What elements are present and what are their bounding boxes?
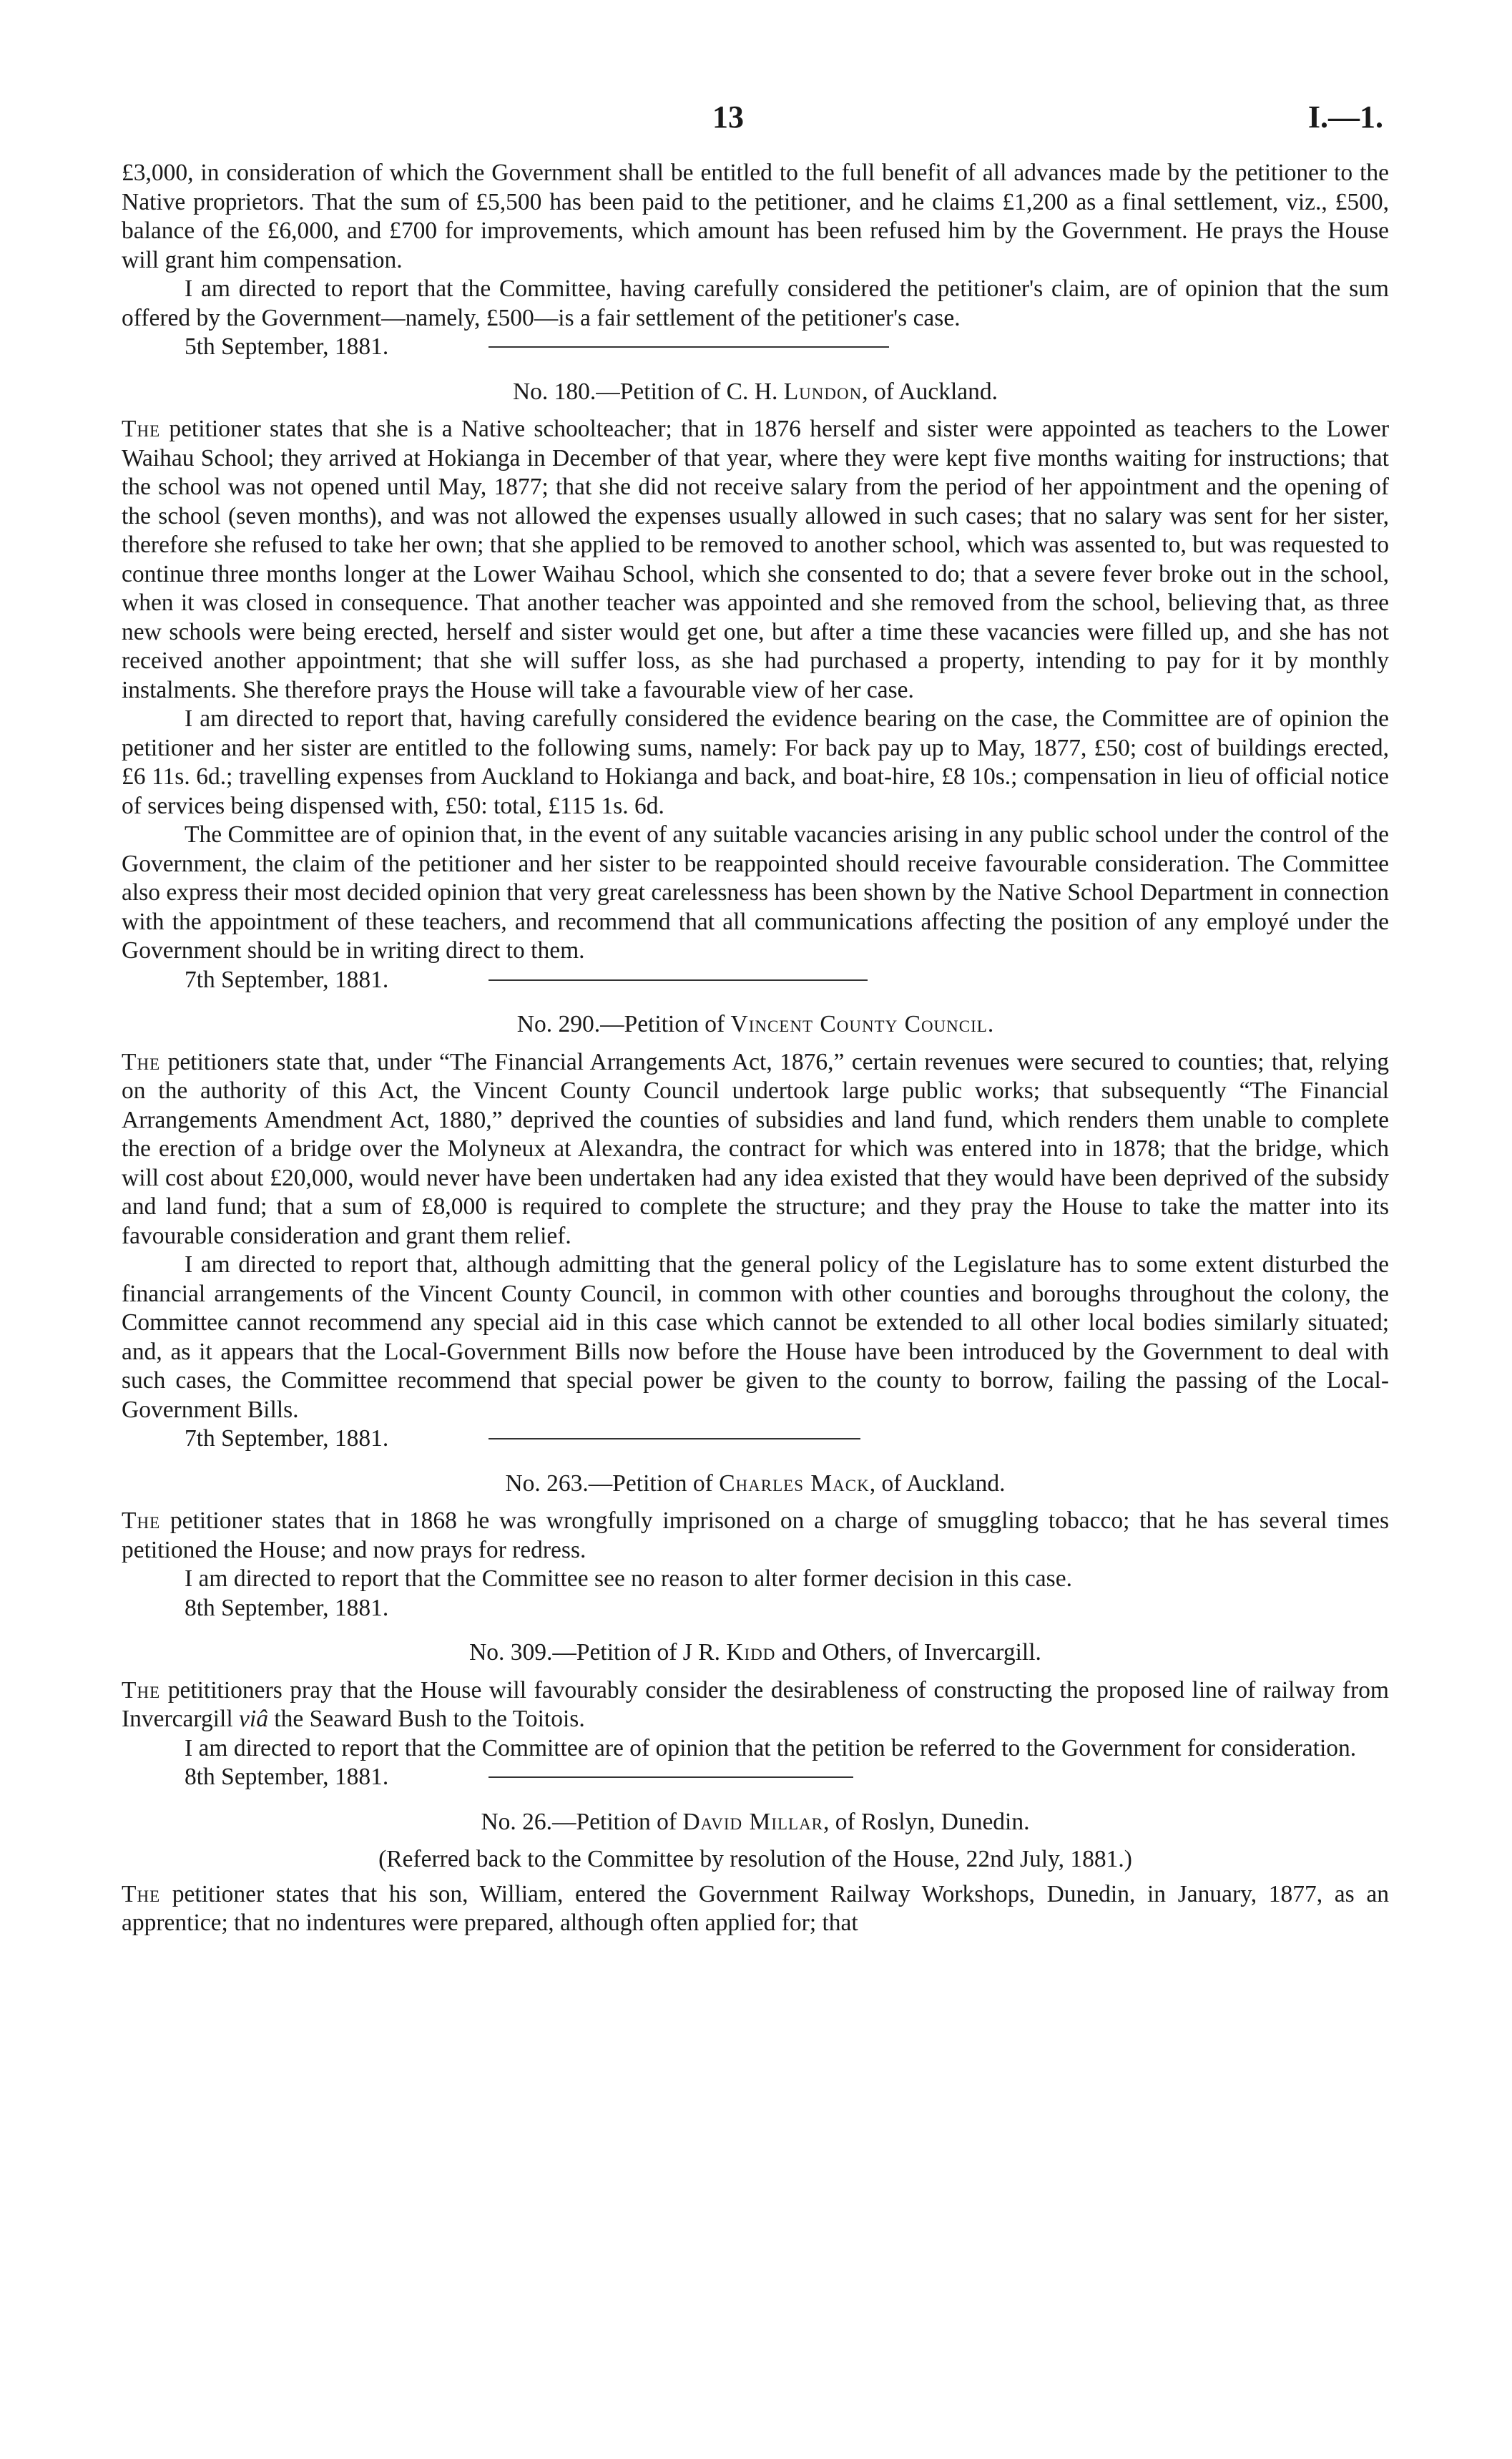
committee-report: I am directed to report that, although admitting that the general policy of the Legislature has to some extent disturbed the financial arrangements of the Vincent County Council, in common with other counties and boroughs throughout the colony, the Committee cannot recommend any special aid in this case which cannot be extended to all other local bodies similarly situated; and, as it appears that the Local-Government Bills now before the House have been introduced by the Government to deal with such cases, the Committee recommend that special power be given to the county to borrow, failing the passing of the Local-Government Bills.: [122, 1251, 1389, 1423]
document-code: I.—1.: [1307, 99, 1383, 135]
petitioner-name: Charles Mack: [719, 1470, 870, 1497]
petition-body: [122, 1507, 1389, 1565]
intro-paragraph: £3,000, in consideration of which the Government shall be entitled to the full benefit of all advances made by the petitioner to the Native proprietors. That the sum of £5,500 has been paid to the petitioner, and he claims £1,200 as a final settlement, viz., £500, balance of the £6,000, and £700 for improvements, which amount has been refused him by the Government. He prays the House will grant him compensation.: [122, 160, 1389, 273]
page-header: [0, 99, 1512, 142]
date-rule-row: [122, 966, 1389, 995]
petition-subtitle: (Referred back to the Committee by resolution of the House, 22nd July, 1881.): [378, 1846, 1132, 1872]
section-divider: [489, 1438, 860, 1439]
body-text: petitioner states that in 1868 he was wrongfully imprisoned on a charge of smuggling tobacco; that he has several times petitioned the House; and now prays for redress.: [122, 1507, 1389, 1563]
section-divider: [489, 979, 868, 981]
document-body: [122, 159, 1389, 1938]
committee-report: The Committee are of opinion that, in the event of any suitable vacancies arising in any public school under the control of the Government, the claim of the petitioner and her sister to be reappointed should receive favourable consideration. The Committee also express their most decided opinion that very great carelessness has been shown by the Native School Department in connection with the appointment of these teachers, and recommend that all communications affecting the position of any employé under the Government should be in writing direct to them.: [122, 821, 1389, 964]
lead-word: The: [122, 416, 161, 442]
report-date: 7th September, 1881.: [185, 966, 389, 993]
lead-word: The: [122, 1048, 161, 1075]
intro-date: 5th September, 1881.: [185, 333, 389, 360]
date-rule-row: [122, 1424, 1389, 1454]
title-text: and Others, of Invercargill.: [775, 1639, 1041, 1666]
committee-report: I am directed to report that, having carefully considered the evidence bearing on the case, the Committee are of opinion the petitioner and her sister are entitled to the following sums, namely: For back pay up to May, 1877, £50; cost of buildings erected, £6 11s. 6d.; travelling expenses from Auckland to Hokianga and back, and boat-hire, £8 10s.; compensation in lieu of official notice of services being dispensed with, £50: total, £115 1s. 6d.: [122, 705, 1389, 819]
body-text: petititioners pray that the House will favourably consider the desirableness of constructing the proposed line of railway from Invercargill: [122, 1676, 1389, 1732]
lead-word: The: [122, 1880, 161, 1907]
section-divider: [489, 1776, 853, 1778]
report-date: 8th September, 1881.: [185, 1764, 389, 1790]
petition-body: [122, 415, 1389, 705]
title-text: No. 290.—Petition of: [516, 1011, 731, 1037]
section-divider: [489, 346, 889, 348]
date-rule-row: [122, 1763, 1389, 1792]
page-number: 13: [712, 99, 744, 135]
title-text: , of Roslyn, Dunedin.: [823, 1808, 1030, 1835]
body-text: petitioner states that she is a Native schoolteacher; that in 1876 herself and sister were appointed as teachers to the Lower Waihau School; they arrived at Hokianga in December of that year, where they were kept five months waiting for instructions; that the school was not opened until May, 1877; that she did not receive salary from the period of her appointment and the opening of the school (seven months), and was not allowed the expenses usually allowed in such cases; that no salary was sent for her sister, therefore she refused to take her own; that she applied to be removed to another school, which was assented to, but was requested to continue three months longer at the Lower Waihau School, which she consented to do; that a severe fever broke out in the school, when it was closed in consequence. That another teacher was appointed and she removed from the school, believing that, as three new schools were being erected, herself and sister would get one, but after a time these vacancies were filled up, and she has not received another appointment; that she will suffer loss, as she had purchased a property, intending to pay for it by monthly instalments. She therefore prays the House will take a favourable view of her case.: [122, 416, 1389, 703]
committee-report: I am directed to report that the Committee are of opinion that the petition be referred to the Government for consideration.: [185, 1734, 1357, 1761]
petitioner-name: Kidd: [726, 1639, 776, 1666]
petition-title: [122, 1638, 1389, 1668]
italic-word: viâ: [239, 1706, 268, 1732]
committee-report: I am directed to report that the Committee see no reason to alter former decision in this case.: [185, 1565, 1072, 1592]
title-text: , of Auckland.: [869, 1470, 1006, 1497]
petitioner-name: Vincent County Council: [730, 1011, 988, 1037]
title-text: No. 26.—Petition of: [481, 1808, 683, 1835]
petition-body: [122, 1880, 1389, 1938]
petition-title: [122, 1010, 1389, 1040]
report-date: 8th September, 1881.: [185, 1594, 389, 1621]
petition-title: [122, 378, 1389, 407]
body-text: petitioner states that his son, William, entered the Government Railway Workshops, Dunedin, in January, 1877, as an apprentice; that no indentures were prepared, although often applied for; that: [122, 1880, 1389, 1936]
lead-word: The: [122, 1507, 161, 1534]
title-text: .: [987, 1011, 994, 1037]
petition-title: [122, 1470, 1389, 1499]
date-rule-row: [122, 333, 1389, 362]
petition-body: [122, 1676, 1389, 1734]
intro-report: I am directed to report that the Committee, having carefully considered the petitioner's claim, are of opinion that the sum offered by the Government—namely, £500—is a fair settlement of the petitioner's case.: [122, 275, 1389, 331]
petition-body: [122, 1048, 1389, 1251]
title-text: , of Auckland.: [862, 378, 998, 405]
report-date: 7th September, 1881.: [185, 1425, 389, 1452]
title-text: No. 180.—Petition of C. H.: [512, 378, 784, 405]
lead-word: The: [122, 1676, 161, 1703]
petitioner-name: Lundon: [783, 378, 863, 405]
title-text: No. 263.—Petition of: [505, 1470, 720, 1497]
title-text: No. 309.—Petition of J R.: [469, 1639, 727, 1666]
body-text: the Seaward Bush to the Toitois.: [267, 1706, 585, 1732]
body-text: petitioners state that, under “The Financial Arrangements Act, 1876,” certain revenues were secured to counties; that, relying on the authority of this Act, the Vincent County Council undertook large public works; that subsequently “The Financial Arrangements Amendment Act, 1880,” deprived the counties of subsidies and land fund, which renders them unable to complete the erection of a bridge over the Molyneux at Alexandra, the contract for which was entered into in 1878; that the bridge, which will cost about £20,000, would never have been undertaken had any idea existed that they would have been deprived of the subsidy and land fund; that a sum of £8,000 is required to complete the structure; and they pray the House to take the matter into its favourable consideration and grant them relief.: [122, 1048, 1389, 1249]
petitioner-name: David Millar: [682, 1808, 824, 1835]
petition-title: [122, 1808, 1389, 1837]
